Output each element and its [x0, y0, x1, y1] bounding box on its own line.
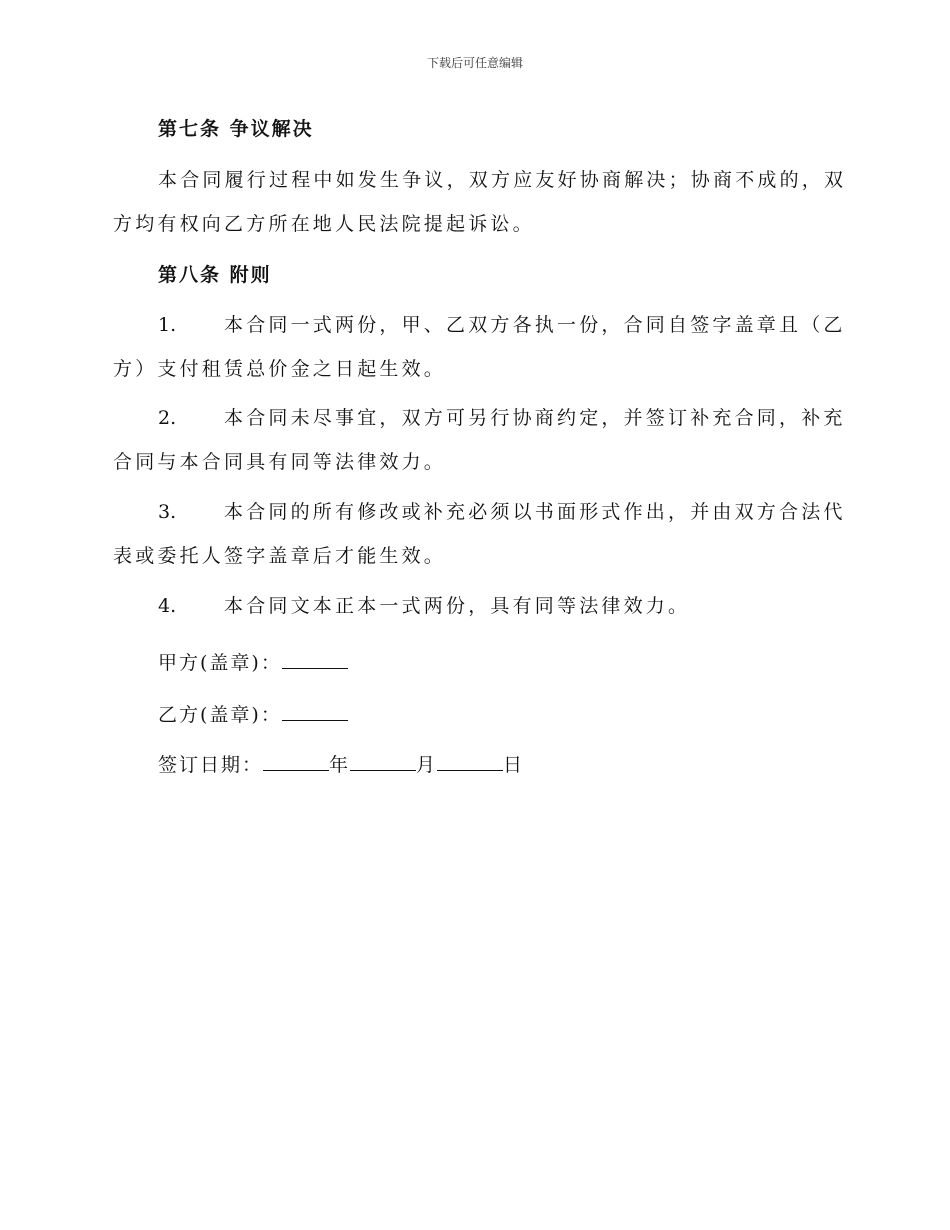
day-blank [437, 753, 503, 771]
item-line1: 本合同未尽事宜，双方可另行协商约定，并签订补充合同，补充 [224, 407, 846, 429]
page-header: 下载后可任意编辑 [426, 56, 523, 70]
article8-title: 第八条 附则 [158, 264, 272, 286]
article7-paragraph [113, 158, 847, 246]
party-b-label: 乙方(盖章)： [158, 704, 282, 726]
item-line2: 方）支付租赁总价金之日起生效。 [113, 358, 447, 380]
signing-date [158, 750, 524, 777]
article8-item-3 [113, 490, 846, 578]
item-number: 1. [158, 314, 177, 336]
date-label: 签订日期： [158, 754, 264, 776]
year-label: 年 [329, 754, 351, 776]
item-line2: 表或委托人签字盖章后才能生效。 [113, 545, 447, 567]
article8-item-4 [113, 584, 833, 628]
party-a-label: 甲方(盖章)： [158, 652, 282, 674]
month-blank [350, 753, 416, 771]
item-number: 2. [158, 407, 177, 429]
day-label: 日 [503, 754, 525, 776]
article8-item-2 [113, 396, 846, 484]
item-line2: 合同与本合同具有同等法律效力。 [113, 451, 447, 473]
article7-line2: 方均有权向乙方所在地人民法院提起诉讼。 [113, 213, 535, 235]
month-label: 月 [416, 754, 438, 776]
party-b-signature [158, 700, 348, 727]
item-line1: 本合同一式两份，甲、乙双方各执一份，合同自签字盖章且（乙 [224, 314, 846, 336]
item-number: 4. [158, 595, 177, 617]
article7-title: 第七条 争议解决 [158, 118, 314, 140]
item-line1: 本合同的所有修改或补充必须以书面形式作出，并由双方合法代 [224, 501, 846, 523]
item-number: 3. [158, 501, 177, 523]
article7-line1: 本合同履行过程中如发生争议，双方应友好协商解决；协商不成的，双 [158, 169, 847, 191]
party-a-blank [282, 651, 348, 669]
year-blank [263, 753, 329, 771]
article8-item-1 [113, 303, 846, 391]
party-b-blank [282, 703, 348, 721]
item-line1: 本合同文本正本一式两份，具有同等法律效力。 [224, 595, 691, 617]
party-a-signature [158, 648, 348, 675]
